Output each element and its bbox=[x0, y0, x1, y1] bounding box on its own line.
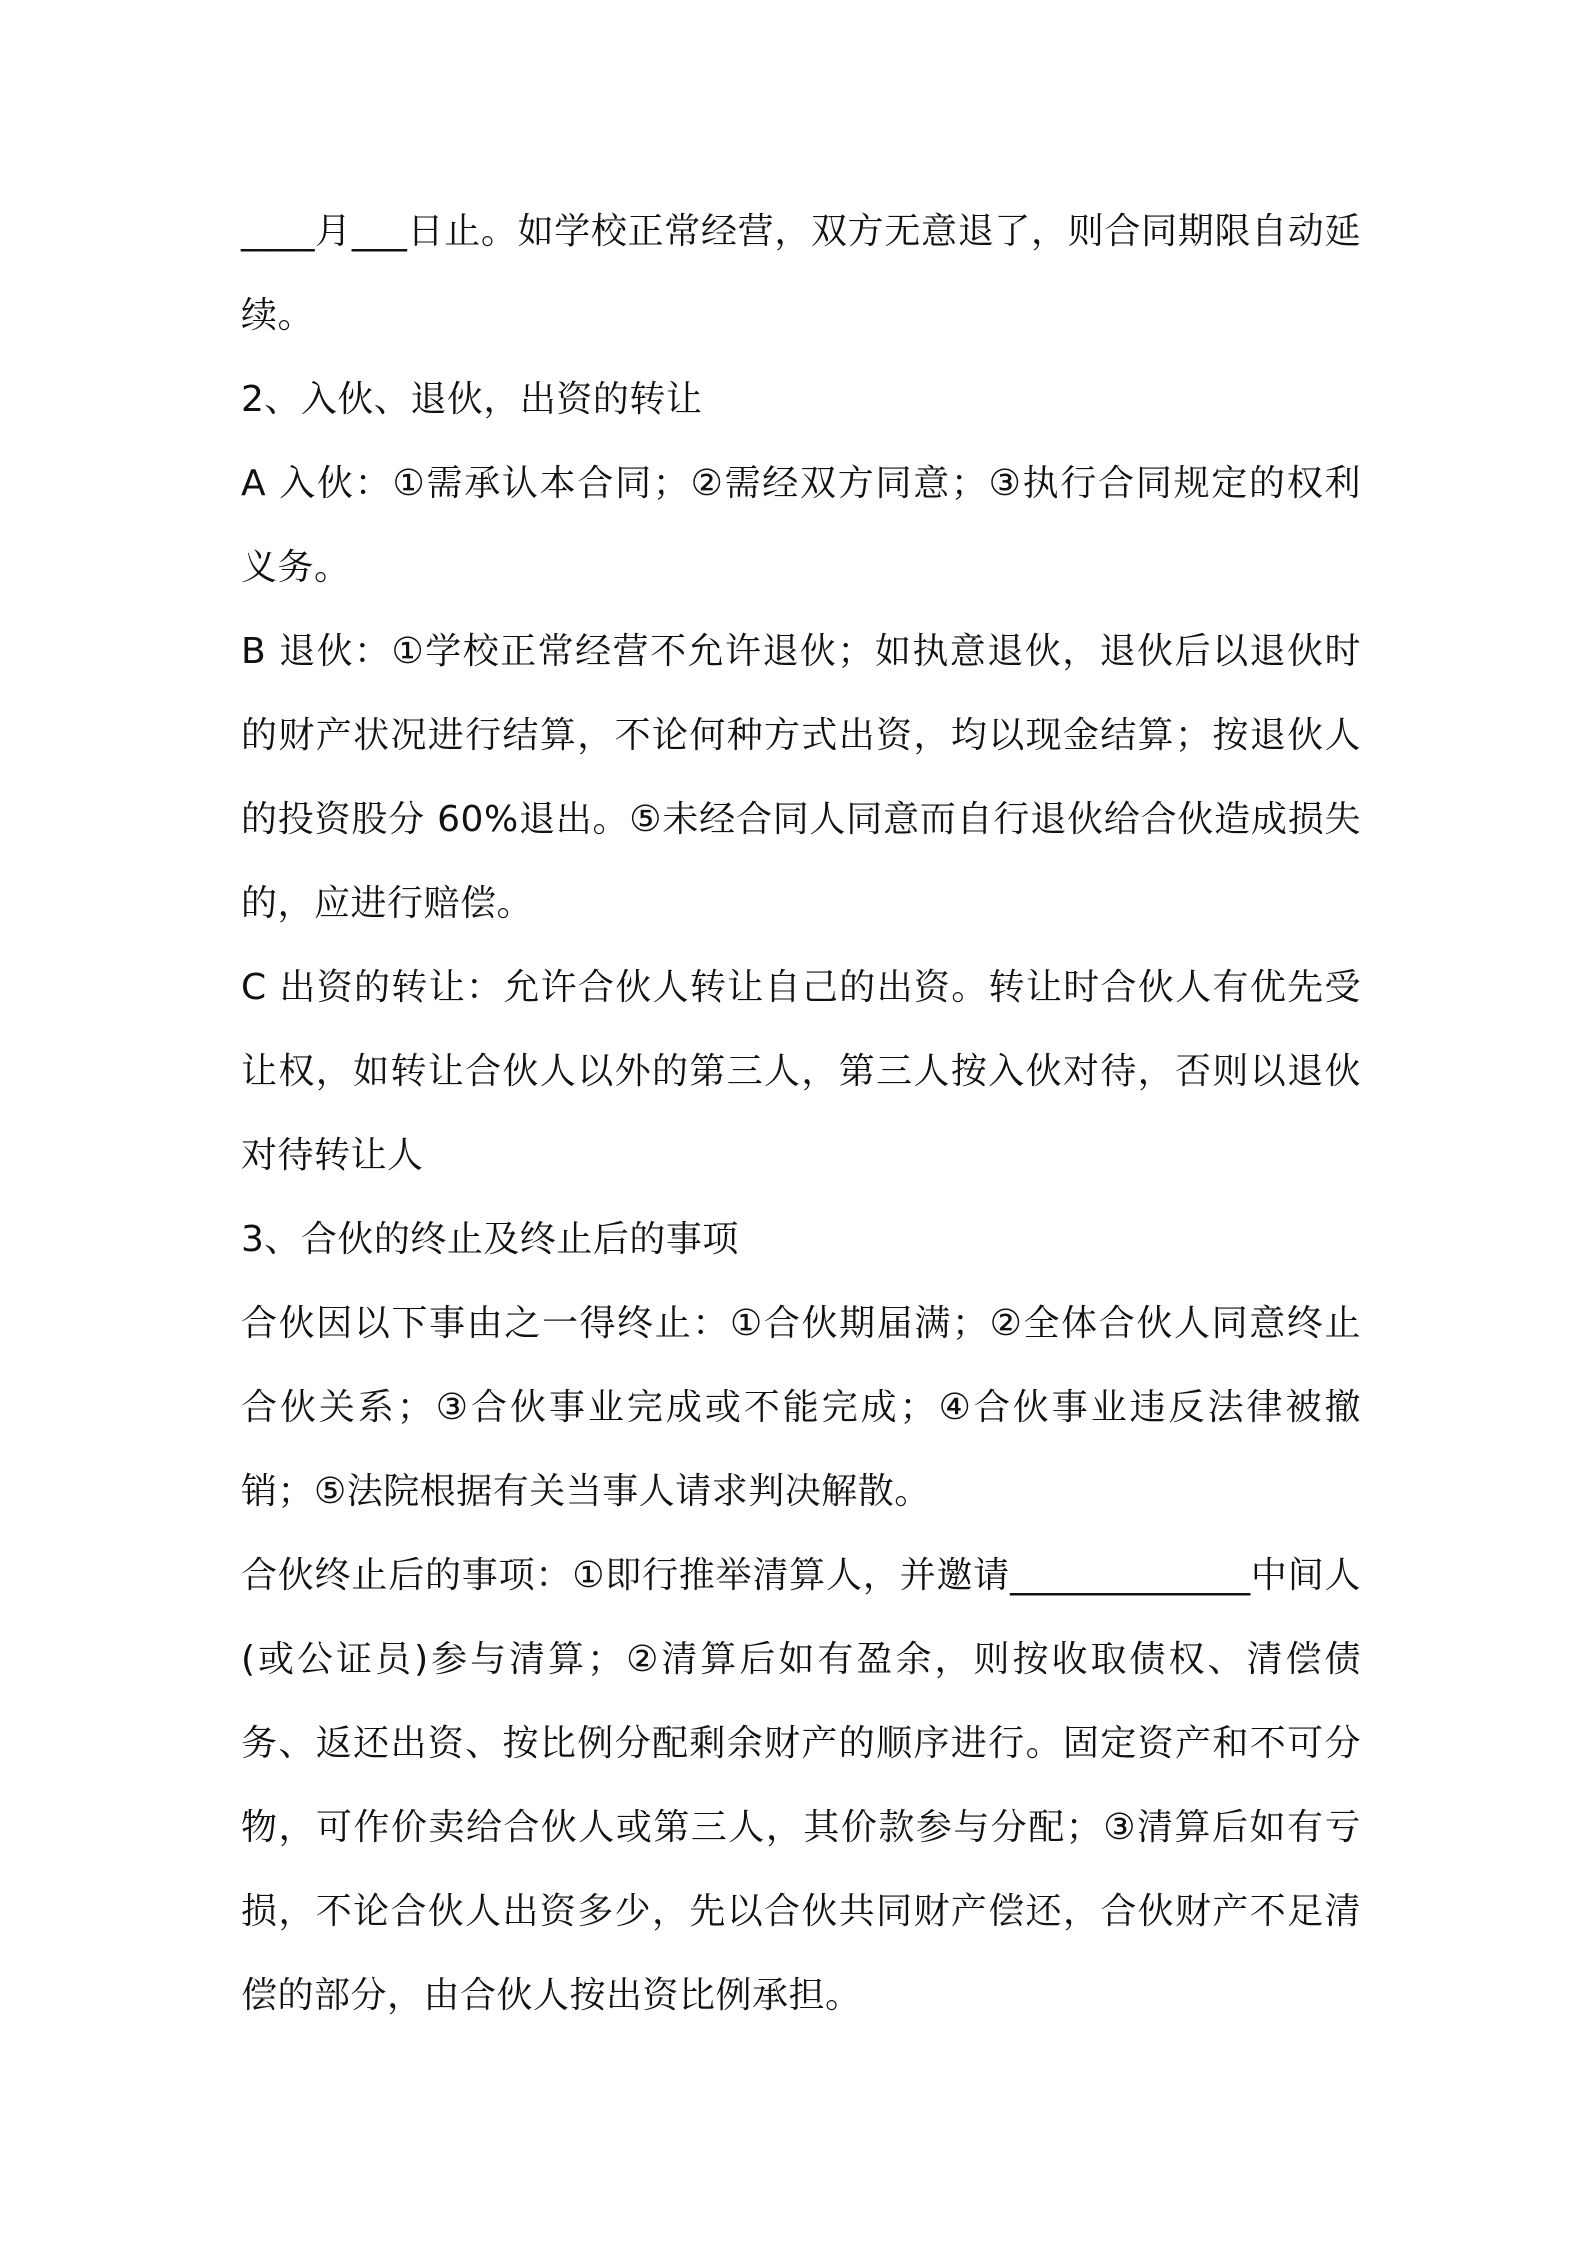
section-heading-termination: 3、合伙的终止及终止后的事项 bbox=[241, 1219, 739, 1260]
paragraph-term-continuation: ____月___日止。如学校正常经营，双方无意退了，则合同期限自动延续。 bbox=[241, 211, 1361, 336]
document-body bbox=[241, 190, 1361, 2038]
paragraph-withdraw: B 退伙：①学校正常经营不允许退伙；如执意退伙，退伙后以退伙时的财产状况进行结算，不论何种方式出资，均以现金结算；按退伙人的投资股分 60%退出。⑤未经合同人同意而自行退伙给合伙造成损失的，应进行赔偿。 bbox=[241, 631, 1361, 924]
section-heading-join-withdraw: 2、入伙、退伙，出资的转让 bbox=[241, 379, 703, 420]
paragraph-transfer: C 出资的转让：允许合伙人转让自己的出资。转让时合伙人有优先受让权，如转让合伙人以外的第三人，第三人按入伙对待，否则以退伙对待转让人 bbox=[241, 967, 1361, 1176]
paragraph-post-termination: 合伙终止后的事项：①即行推举清算人，并邀请_____________中间人(或公证员)参与清算；②清算后如有盈余，则按收取债权、清偿债务、返还出资、按比例分配剩余财产的顺序进行。固定资产和不可分物，可作价卖给合伙人或第三人，其价款参与分配；③清算后如有亏损，不论合伙人出资多少，先以合伙共同财产偿还，合伙财产不足清偿的部分，由合伙人按出资比例承担。 bbox=[241, 1555, 1361, 2016]
paragraph-join: A 入伙：①需承认本合同；②需经双方同意；③执行合同规定的权利义务。 bbox=[241, 463, 1361, 588]
paragraph-termination-causes: 合伙因以下事由之一得终止：①合伙期届满；②全体合伙人同意终止合伙关系；③合伙事业完成或不能完成；④合伙事业违反法律被撤销；⑤法院根据有关当事人请求判决解散。 bbox=[241, 1303, 1361, 1512]
